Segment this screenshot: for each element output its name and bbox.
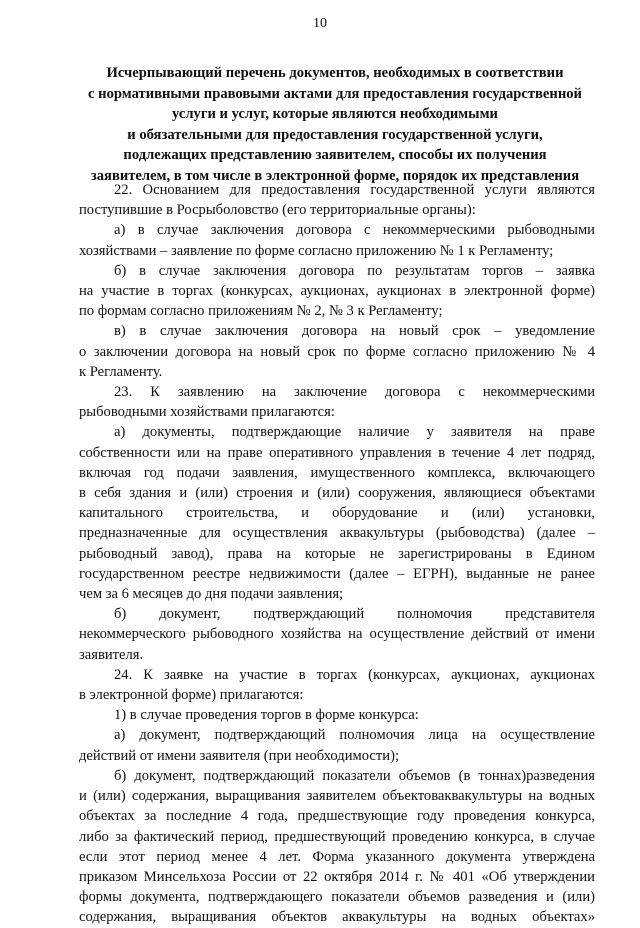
text-line: б) документ, подтверждающий полномочия представителя	[114, 606, 595, 623]
page-number: 10	[313, 16, 327, 31]
text-line: в электронной форме) прилагаются:	[79, 687, 304, 704]
text-line: 1) в случае проведения торгов в форме конкурса:	[114, 707, 419, 724]
text-line: по формам согласно приложениям № 2, № 3 к Регламенту;	[79, 303, 443, 320]
text-line: б) в случае заключения договора по результатам торгов – заявка	[114, 262, 595, 279]
section-title	[70, 63, 600, 186]
text-line: 23. К заявлению на заключение договора с некоммерческими	[114, 384, 595, 401]
text-line: формы документа, подтверждающего показатели объемов разведения и (или)	[79, 889, 595, 906]
text-line: поступившие в Росрыболовство (его территориальные органы):	[79, 202, 476, 219]
text-line: действий от имени заявителя (при необходимости);	[79, 747, 400, 764]
text-line: собственности или на праве оперативного управления в течение 4 лет подряд,	[79, 444, 595, 461]
text-line: либо за фактический период, предшествующий проведению конкурса, в случае	[79, 828, 595, 845]
text-line: а) документ, подтверждающий полномочия лица на осуществление	[114, 727, 595, 744]
text-line: б) документ, подтверждающий показатели объемов (в тоннах)разведения	[114, 767, 595, 784]
text-line: объектах за последние 4 года, предшествующие году проведения конкурса,	[79, 808, 595, 825]
title-line: Исчерпывающий перечень документов, необходимых в соответствии	[106, 65, 564, 81]
text-line: о заключении договора на новый срок по форме согласно приложению № 4	[79, 343, 595, 360]
text-line: рыбоводными хозяйствами прилагаются:	[79, 404, 335, 421]
title-line: и обязательными для предоставления государственной услуги,	[127, 126, 543, 143]
text-line: рыбоводный завод), права на которые не зарегистрированы в Едином	[79, 545, 595, 562]
text-line: включая год подачи заявления, имущественного комплекса, включающего	[79, 464, 595, 481]
document-body	[79, 180, 595, 928]
title-line: с нормативными правовыми актами для предоставления государственной	[88, 85, 582, 102]
text-line: государственном реестре недвижимости (далее – ЕГРН), выданные не ранее	[79, 565, 595, 582]
text-line: содержания, выращивания объектов аквакультуры на водных объектах»	[79, 909, 595, 926]
title-line: заявителем, в том числе в электронной форме, порядок их представления	[90, 167, 580, 184]
text-line: капитального строительства, и оборудование и (или) установки,	[79, 505, 595, 522]
text-line: 24. К заявке на участие в торгах (конкурсах, аукционах, аукционах	[114, 666, 595, 683]
title-line: услуги и услуг, которые являются необходимыми	[172, 106, 498, 122]
text-line: некоммерческого рыбоводного хозяйства на осуществление действий от имени	[79, 626, 595, 643]
text-line: 22. Основанием для предоставления государственной услуги являются	[114, 182, 595, 198]
text-line: чем за 6 месяцев до дня подачи заявления;	[79, 586, 344, 603]
text-line: приказом Минсельхоза России от 22 октября 2014 г. № 401 «Об утверждении	[79, 868, 595, 885]
text-line: предназначенные для осуществления аквакультуры (рыбоводства) (далее –	[79, 525, 595, 542]
text-line: в себя здания и (или) строения и (или) сооружения, являющиеся объектами	[79, 485, 595, 502]
text-line: хозяйствами – заявление по форме согласно приложению № 1 к Регламенту;	[79, 242, 554, 259]
text-line: если этот период менее 4 лет. Форма указанного документа утверждена	[79, 848, 595, 865]
text-line: а) в случае заключения договора с некоммерческими рыбоводными	[114, 222, 595, 239]
text-line: к Регламенту.	[79, 363, 163, 380]
text-line: на участие в торгах (конкурсах, аукционах, аукционах в электронной форме)	[79, 283, 595, 300]
text-line: а) документы, подтверждающие наличие у заявителя на праве	[114, 424, 595, 441]
title-line: подлежащих представлению заявителем, способы их получения	[123, 147, 547, 163]
text-line: в) в случае заключения договора на новый срок – уведомление	[114, 323, 595, 340]
text-line: и (или) содержания, выращивания заявителем объектоваквакультуры на водных	[79, 788, 595, 805]
text-line: заявителя.	[79, 646, 144, 663]
